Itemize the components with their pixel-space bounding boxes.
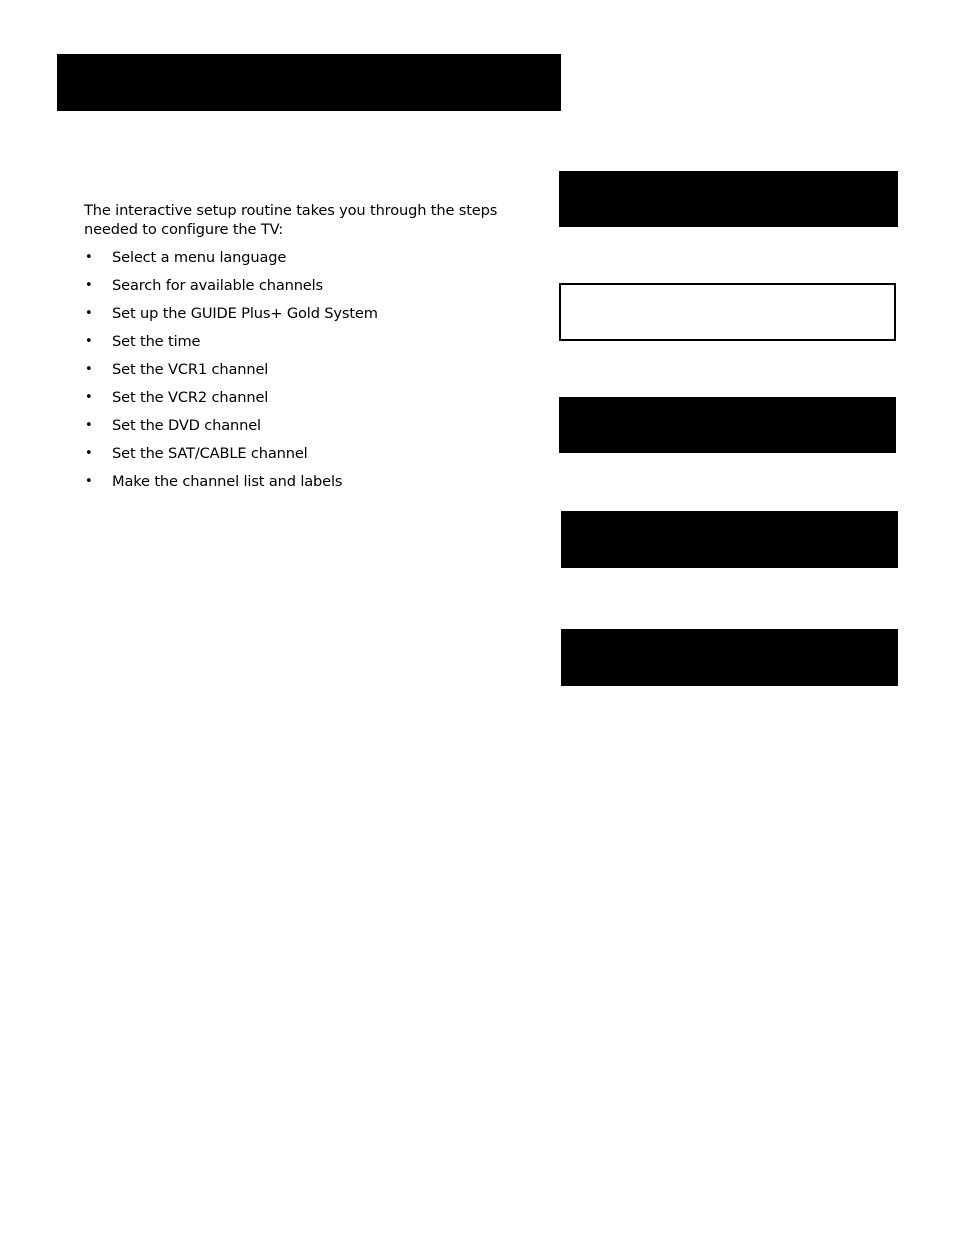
side-panel-redacted-3	[561, 511, 898, 568]
bullet-icon: •	[85, 306, 93, 321]
list-item-label: Set the VCR1 channel	[112, 361, 269, 378]
bullet-icon: •	[85, 362, 93, 377]
bullet-icon: •	[85, 250, 93, 265]
side-panel-redacted-4	[561, 629, 898, 686]
bullet-icon: •	[85, 474, 93, 489]
side-panel-redacted-2	[559, 397, 896, 453]
side-panel-redacted-1	[559, 171, 898, 227]
bullet-icon: •	[85, 446, 93, 461]
list-item	[84, 304, 378, 332]
list-item	[84, 248, 378, 276]
list-item-label: Set the SAT/CABLE channel	[112, 445, 308, 462]
list-item-label: Set the VCR2 channel	[112, 389, 269, 406]
setup-steps-list	[84, 248, 378, 500]
list-item	[84, 416, 378, 444]
list-item	[84, 332, 378, 360]
list-item	[84, 388, 378, 416]
list-item	[84, 444, 378, 472]
list-item	[84, 472, 378, 500]
list-item-label: Set the time	[112, 333, 201, 350]
side-panel-empty-outline	[559, 283, 896, 341]
bullet-icon: •	[85, 334, 93, 349]
bullet-icon: •	[85, 278, 93, 293]
list-item-label: Set up the GUIDE Plus+ Gold System	[112, 305, 378, 322]
bullet-icon: •	[85, 390, 93, 405]
intro-paragraph: The interactive setup routine takes you through the steps needed to configure the TV:	[84, 202, 498, 238]
list-item-label: Search for available channels	[112, 277, 323, 294]
list-item-label: Select a menu language	[112, 249, 287, 266]
header-bar-redacted	[57, 54, 561, 111]
bullet-icon: •	[85, 418, 93, 433]
list-item	[84, 360, 378, 388]
list-item-label: Make the channel list and labels	[112, 473, 343, 490]
list-item-label: Set the DVD channel	[112, 417, 261, 434]
list-item	[84, 276, 378, 304]
